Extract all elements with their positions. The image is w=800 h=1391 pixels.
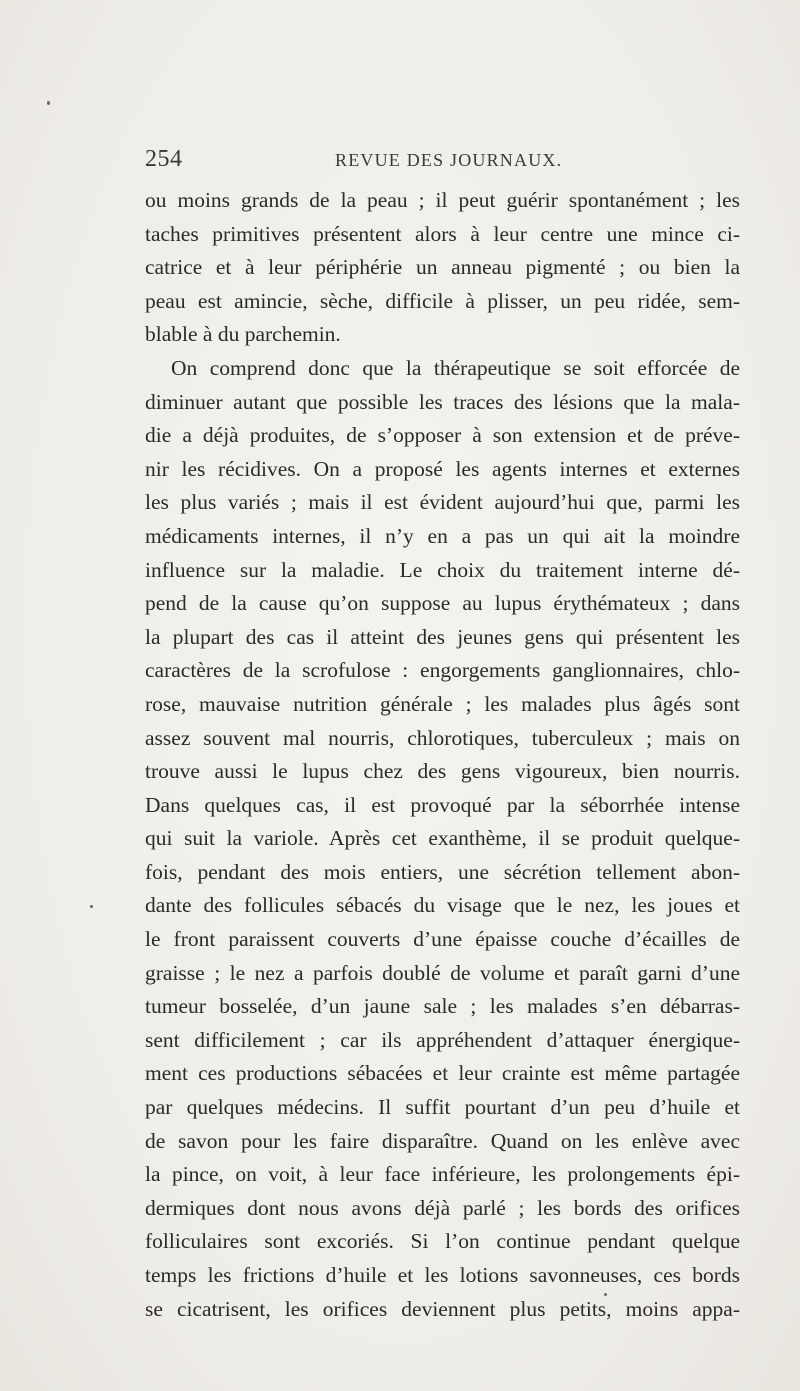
text-line: temps les frictions d’huile et les lotions savonneuses, ces bords (145, 1263, 740, 1287)
body-text (145, 184, 740, 1326)
text-line: nir les récidives. On a proposé les agents internes et externes (145, 456, 740, 481)
text-line: rose, mauvaise nutrition générale ; les malades plus âgés sont (145, 691, 740, 716)
running-head: REVUE DES JOURNAUX. (335, 150, 563, 170)
text-line: diminuer autant que possible les traces des lésions que la mala- (145, 389, 740, 414)
text-line: catrice et à leur périphérie un anneau pigmenté ; ou bien la (145, 255, 740, 280)
text-line: le front paraissent couverts d’une épaisse couche d’écailles de (145, 927, 740, 952)
text-line: de savon pour les faire disparaître. Quand on les enlève avec (145, 1128, 740, 1153)
text-line: fois, pendant des mois entiers, une sécrétion tellement abon- (145, 859, 740, 884)
text-line: médicaments internes, il n’y en a pas un qui ait la moindre (145, 523, 740, 548)
paper-speck (47, 101, 50, 105)
text-line: sent difficilement ; car ils appréhendent d’attaquer énergique- (145, 1027, 740, 1052)
text-line: taches primitives présentent alors à leur centre une mince ci- (145, 221, 740, 246)
text-line: la pince, on voit, à leur face inférieure, les prolongements épi- (145, 1162, 740, 1187)
text-line: les plus variés ; mais il est évident aujourd’hui que, parmi les (145, 490, 740, 515)
text-line: influence sur la maladie. Le choix du traitement interne dé- (145, 557, 740, 582)
text-line: On comprend donc que la thérapeutique se soit efforcée de (171, 355, 740, 380)
text-line: dermiques dont nous avons déjà parlé ; les bords des orifices (145, 1195, 740, 1220)
text-line: pend de la cause qu’on suppose au lupus érythémateux ; dans (145, 591, 740, 616)
text-line: blable à du parchemin. (145, 322, 341, 347)
text-line: se cicatrisent, les orifices deviennent plus petits, moins appa- (145, 1296, 740, 1321)
page-number: 254 (145, 146, 183, 172)
text-line: la plupart des cas il atteint des jeunes gens qui présentent les (145, 624, 740, 649)
text-line: die a déjà produites, de s’opposer à son extension et de préve- (145, 423, 740, 448)
paper-speck (90, 905, 93, 908)
text-line: peau est amincie, sèche, difficile à plisser, un peu ridée, sem- (145, 288, 740, 313)
text-line: ment ces productions sébacées et leur crainte est même partagée (145, 1061, 740, 1086)
text-line: folliculaires sont excoriés. Si l’on continue pendant quelque (145, 1229, 740, 1254)
text-line: ou moins grands de la peau ; il peut guérir spontanément ; les (145, 188, 740, 212)
text-line: graisse ; le nez a parfois doublé de volume et paraît garni d’une (145, 960, 740, 985)
text-line: dante des follicules sébacés du visage que le nez, les joues et (145, 893, 740, 918)
text-line: tumeur bosselée, d’un jaune sale ; les malades s’en débarras- (145, 994, 740, 1019)
text-line: Dans quelques cas, il est provoqué par la séborrhée intense (145, 792, 740, 817)
text-line: assez souvent mal nourris, chlorotiques, tuberculeux ; mais on (145, 725, 740, 750)
page-header (145, 146, 740, 178)
text-line: qui suit la variole. Après cet exanthème, il se produit quelque- (145, 826, 740, 851)
paper-speck (604, 1293, 607, 1296)
text-line: caractères de la scrofulose : engorgements ganglionnaires, chlo- (145, 658, 740, 683)
text-line: par quelques médecins. Il suffit pourtant d’un peu d’huile et (145, 1095, 740, 1120)
text-line: trouve aussi le lupus chez des gens vigoureux, bien nourris. (145, 759, 740, 784)
